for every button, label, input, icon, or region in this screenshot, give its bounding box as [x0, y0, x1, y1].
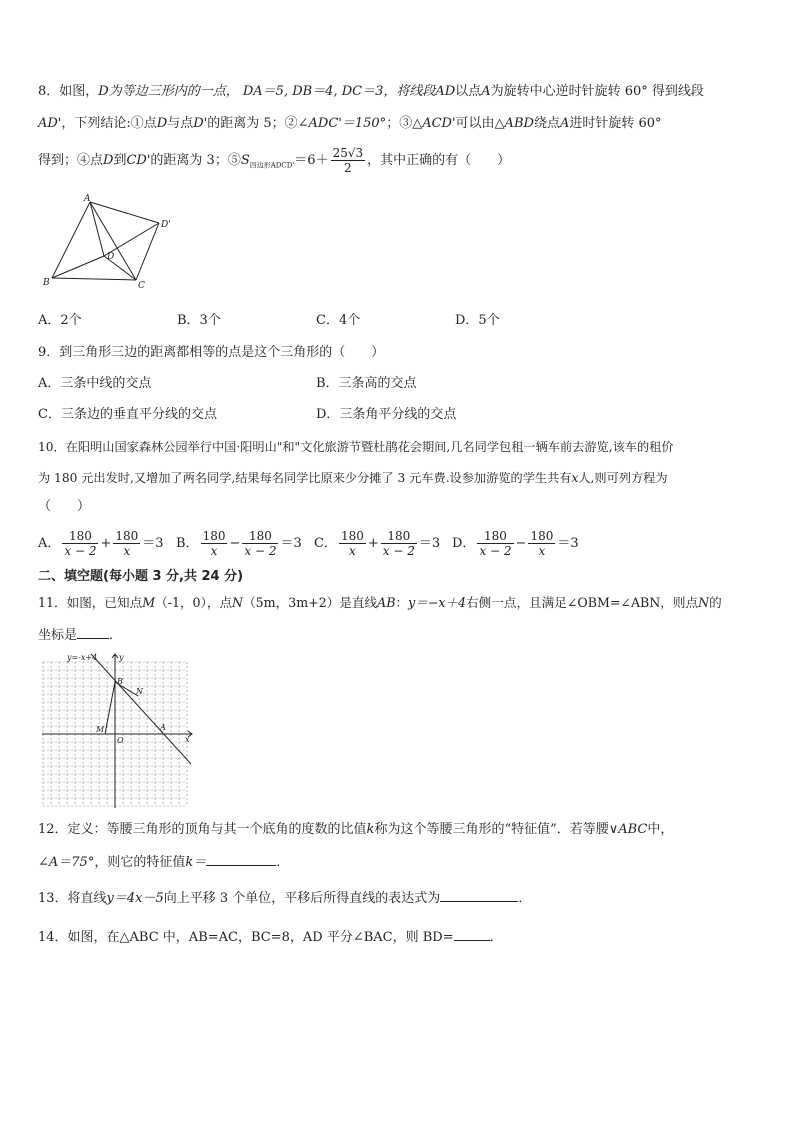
q12-line-2: [38, 851, 764, 873]
q11-math: M: [142, 595, 156, 610]
denominator: x: [210, 544, 218, 558]
segment-ad: [90, 202, 104, 256]
q11-text: （5m，3m+2）是直线: [243, 595, 378, 610]
denominator: x − 2: [64, 544, 97, 558]
equals-three: ＝3: [557, 536, 579, 551]
q8-math: CD': [126, 153, 151, 168]
label-d-prime: D': [161, 220, 171, 230]
q8-option-d: D．5个: [455, 313, 500, 328]
fraction: [477, 529, 513, 558]
q8-text: 的距离为 3；⑤: [150, 153, 241, 168]
q14-line: [38, 926, 764, 948]
q13-answer-blank[interactable]: [440, 887, 518, 902]
operator: −: [515, 536, 527, 551]
q10-option-d: [452, 527, 579, 561]
q14-text: ．: [489, 930, 503, 945]
operator: +: [367, 536, 379, 551]
point-b-label: B: [117, 677, 123, 686]
q13-text: 向上平移 3 个单位，平移后所得直线的表达式为: [163, 891, 441, 906]
numerator: 180: [381, 529, 417, 544]
q11-answer-blank[interactable]: [77, 624, 109, 639]
segment-bd: [52, 256, 104, 278]
q8-text: 8．如图，: [38, 84, 99, 99]
q8-text: 进时针旋转 60°: [569, 116, 662, 131]
q10-text: 人,则可列方程为: [578, 471, 668, 485]
option-letter: A．: [38, 536, 61, 551]
q14-answer-blank[interactable]: [454, 926, 490, 941]
q10-option-a: [38, 527, 164, 561]
q8-math: DA＝5, DB＝4, DC＝3，将线段: [242, 84, 436, 99]
line-equation-label: y=-x+4: [67, 653, 98, 662]
q11-math: N: [232, 595, 244, 610]
q8-text: ；③: [386, 116, 413, 131]
fraction: [201, 529, 228, 558]
q10-var-x: x: [571, 471, 579, 485]
q8-option-b: B．3个: [177, 313, 221, 328]
q11-text: ．: [109, 628, 123, 643]
denominator: x − 2: [382, 544, 415, 558]
x-axis-label: x: [185, 735, 190, 744]
operator: +: [100, 536, 112, 551]
q12-line-1: [38, 820, 764, 840]
label-a: A: [84, 194, 91, 204]
q8-math: △ABD: [494, 116, 534, 131]
numerator: 180: [62, 529, 98, 544]
y-axis-label: y: [119, 653, 124, 662]
q11-text: 右侧一点，且满足∠OBM=∠ABN，则点: [466, 595, 699, 610]
q8-text: ，下列结论:①点: [61, 116, 157, 131]
q12-text: 12．定义：等腰三角形的顶角与其一个底角的度数的比值: [38, 822, 367, 837]
point-a-label: A: [160, 723, 166, 732]
section-heading-fill-in: 二、填空题(每小题 3 分,共 24 分): [38, 569, 244, 584]
q8-math: ＝6＋: [294, 153, 329, 168]
q8-text: 可以由: [455, 116, 495, 131]
denominator: x − 2: [479, 544, 512, 558]
point-m-label: M: [96, 725, 105, 734]
fraction: [381, 529, 417, 558]
label-d: D: [107, 252, 115, 262]
q9-option-a: A．三条中线的交点: [38, 376, 152, 391]
option-letter: D．: [452, 536, 476, 551]
fraction: [528, 529, 555, 558]
q8-text: 得到；④点: [38, 153, 104, 168]
q9-stem: 9．到三角形三边的距离都相等的点是这个三角形的（ ）: [38, 345, 385, 360]
numerator: 180: [477, 529, 513, 544]
fraction: [242, 529, 278, 558]
q11-line-1: [38, 593, 764, 613]
q11-text: （-1，0），点: [155, 595, 233, 610]
q8-math: AD': [38, 116, 62, 131]
q8-text: 以点: [455, 84, 482, 99]
q11-math: AB: [377, 595, 396, 610]
q10-answer-paren: （ ）: [38, 499, 91, 514]
numerator: 180: [242, 529, 278, 544]
q8-text: ，其中正确的有（ ）: [367, 153, 511, 168]
q11-text: ：: [395, 595, 409, 610]
equals-three: ＝3: [280, 536, 302, 551]
option-letter: C．: [314, 536, 337, 551]
q8-option-a: A．2个: [38, 313, 82, 328]
q8-math: D': [193, 116, 208, 131]
numerator: 180: [340, 529, 364, 543]
q11-math: y＝−x＋4: [408, 595, 467, 610]
q14-text: 14．如图，在△ABC 中，AB=AC，BC=8，AD 平分∠BAC，则 BD=: [38, 930, 454, 945]
q9-option-b: B．三条高的交点: [316, 376, 417, 391]
fraction-denominator: 2: [344, 161, 352, 175]
numerator: 180: [115, 529, 139, 543]
q12-text: 称为这个等腰三角形的“特征值”．若等腰: [374, 822, 609, 837]
fraction-25-root3-over-2: [331, 146, 366, 175]
q8-math: A: [559, 116, 570, 131]
q8-text: 为旋转中心逆时针旋转 60°: [490, 84, 648, 99]
q8-line-2: [38, 114, 764, 134]
q11-text: 坐标是: [38, 628, 78, 643]
q12-math: ∠A＝75°: [38, 855, 95, 870]
q13-text: 13．将直线: [38, 891, 107, 906]
denominator: x: [123, 544, 131, 558]
q12-math: k: [366, 822, 375, 837]
q8-math: D: [156, 116, 168, 131]
q8-math: D: [103, 153, 114, 168]
q12-math: k＝: [185, 855, 207, 870]
q10-option-b: [176, 527, 302, 561]
q8-figure: [38, 190, 188, 292]
fraction: [62, 529, 98, 558]
q8-line-3: [38, 146, 764, 181]
q13-text: ．: [518, 891, 532, 906]
q8-math: A: [481, 84, 491, 99]
numerator: 180: [202, 529, 226, 543]
q12-text: 中，: [647, 822, 674, 837]
q8-math: △ACD': [412, 116, 456, 131]
segment-bc: [52, 278, 136, 280]
denominator: x − 2: [244, 544, 277, 558]
numerator: 180: [530, 529, 554, 543]
q13-math: y＝4x－5: [106, 891, 164, 906]
segment-bm: [105, 682, 115, 734]
q8-text: 绕点: [533, 116, 560, 131]
line-ab: [91, 654, 191, 764]
q8-math: ∠ADC'＝150°: [297, 116, 387, 131]
q8-text: 与点: [167, 116, 194, 131]
q8-option-c: C．4个: [316, 313, 361, 328]
q13-line: [38, 887, 764, 909]
q10-text: 为 180 元出发时,又增加了两名同学,结果每名同学比原来少分摊了 3 元车费.设参加游览的学生共有: [38, 471, 572, 485]
fraction: [113, 529, 140, 558]
q8-line-1: [38, 82, 764, 102]
denominator: x: [538, 544, 546, 558]
label-c: C: [138, 281, 145, 291]
option-letter: B．: [176, 536, 199, 551]
q11-text: 11．如图，已知点: [38, 595, 143, 610]
q10-line-2: [38, 468, 764, 488]
equals-three: ＝3: [142, 536, 164, 551]
segment-cd-prime: [136, 223, 159, 280]
q11-line-2: [38, 624, 764, 646]
q12-answer-blank[interactable]: [206, 851, 276, 866]
label-b: B: [43, 278, 50, 288]
q9-option-c: C．三条边的垂直平分线的交点: [38, 407, 217, 422]
point-n-label: N: [136, 687, 143, 696]
q11-math: N: [698, 595, 710, 610]
q11-text: 的: [709, 595, 722, 610]
q10-line-1: 10．在阳明山国家森林公园举行中国·阳明山"和"文化旅游节暨杜鹃花会期间,几名同学包租一辆车前去游览,该车的租价: [38, 440, 674, 454]
area-subscript: 四边形ADCD': [249, 161, 295, 170]
origin-label: O: [117, 736, 124, 745]
q8-text: 到: [113, 153, 127, 168]
q8-text: 的距离为 5；②: [207, 116, 298, 131]
equals-three: ＝3: [418, 536, 441, 551]
q12-text: ，则它的特征值: [94, 855, 186, 870]
q11-grid-figure: [38, 650, 196, 810]
q9-option-d: D．三条角平分线的交点: [316, 407, 457, 422]
q12-text: ．: [276, 855, 290, 870]
denominator: x: [349, 544, 356, 558]
fraction-numerator: 25√3: [332, 146, 364, 160]
q8-text: 得到线段: [651, 84, 704, 99]
q8-math: AD: [435, 84, 456, 99]
fraction: [339, 529, 366, 558]
q10-option-c: [314, 527, 440, 561]
operator: −: [229, 536, 241, 551]
area-symbol: S: [240, 153, 250, 168]
q8-text: D为等边三形内的一点，: [98, 84, 239, 99]
segment-ab: [52, 202, 90, 278]
q12-math: ∨ABC: [608, 822, 648, 837]
